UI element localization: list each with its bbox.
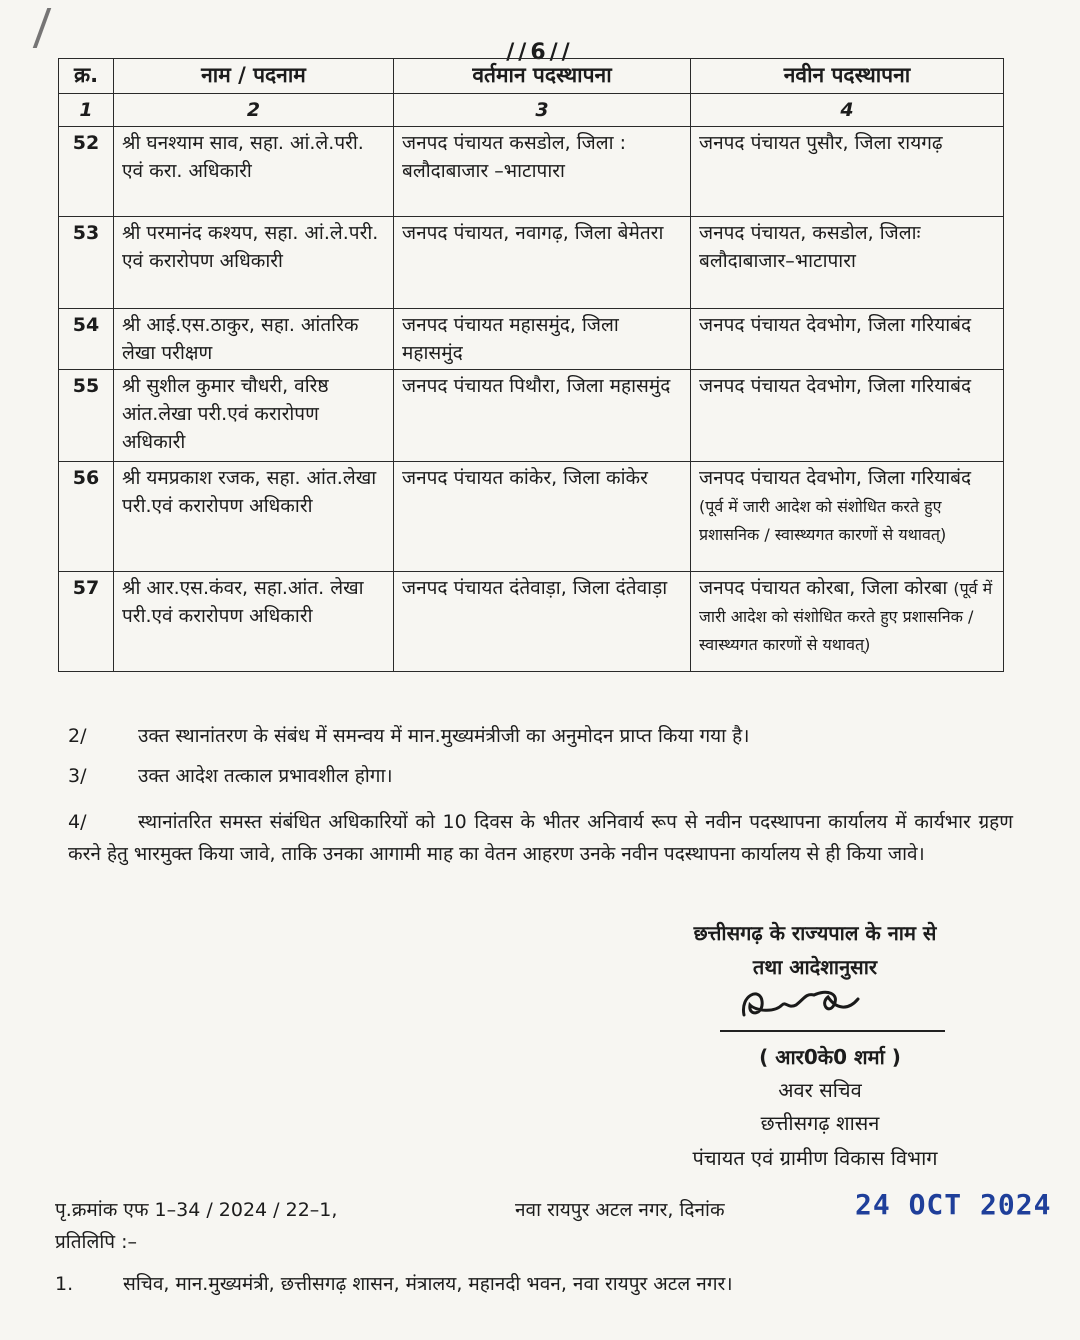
header-serial: क्र. [59, 59, 114, 94]
transfer-table [58, 58, 1004, 672]
table-row [59, 217, 1004, 309]
table-row [59, 572, 1004, 672]
paragraph-number: 4/ [68, 811, 87, 833]
column-number: 3 [394, 94, 691, 127]
row-new-posting [691, 217, 1004, 309]
table-row [59, 309, 1004, 370]
row-current-posting: जनपद पंचायत कसडोल, जिला : बलौदाबाजार –भाटापारा [394, 127, 691, 217]
row-current-posting: जनपद पंचायत दंतेवाड़ा, जिला दंतेवाड़ा [394, 572, 691, 672]
row-name: श्री सुशील कुमार चौधरी, वरिष्ठ आंत.लेखा परी.एवं करारोपण अधिकारी [114, 370, 394, 462]
copy-to-label: प्रतिलिपि :– [55, 1231, 138, 1253]
table-row [59, 462, 1004, 572]
table-row [59, 370, 1004, 462]
row-current-posting: जनपद पंचायत पिथौरा, जिला महासमुंद [394, 370, 691, 462]
row-serial: 54 [59, 309, 114, 370]
column-number: 2 [114, 94, 394, 127]
header-current-posting: वर्तमान पदस्थापना [394, 59, 691, 94]
paragraph-number: 3/ [68, 765, 87, 787]
row-new-posting [691, 370, 1004, 462]
date-stamp: 24 OCT 2024 [855, 1188, 1052, 1221]
row-new-posting [691, 127, 1004, 217]
new-posting-text: जनपद पंचायत पुसौर, जिला रायगढ़ [699, 132, 943, 154]
row-new-posting [691, 309, 1004, 370]
row-name: श्री आर.एस.कंवर, सहा.आंत. लेखा परी.एवं करारोपण अधिकारी [114, 572, 394, 672]
reference-number: पृ.क्रमांक एफ 1–34 / 2024 / 22–1, [55, 1199, 338, 1221]
copy-item-text: सचिव, मान.मुख्यमंत्री, छत्तीसगढ़ शासन, मंत्रालय, महानदी भवन, नवा रायपुर अटल नगर। [123, 1273, 733, 1295]
row-current-posting: जनपद पंचायत कांकेर, जिला कांकेर [394, 462, 691, 572]
signatory-designation: अवर सचिव [778, 1078, 862, 1102]
signatory-department: पंचायत एवं ग्रामीण विकास विभाग [692, 1146, 938, 1170]
place-and-date-label: नवा रायपुर अटल नगर, दिनांक [515, 1199, 725, 1221]
row-name: श्री परमानंद कश्यप, सहा. आं.ले.परी. एवं करारोपण अधिकारी [114, 217, 394, 309]
signatory-name: ( आर0के0 शर्मा ) [759, 1045, 901, 1069]
paragraph-4 [68, 806, 1013, 870]
paragraph-number: 2/ [68, 725, 87, 747]
copy-to-item [55, 1268, 1020, 1300]
row-serial: 55 [59, 370, 114, 462]
column-number: 4 [691, 94, 1004, 127]
row-serial: 57 [59, 572, 114, 672]
row-name: श्री आई.एस.ठाकुर, सहा. आंतरिक लेखा परीक्षण [114, 309, 394, 370]
signature-authority-line-2: तथा आदेशानुसार [752, 955, 878, 979]
column-number-row [59, 94, 1004, 127]
new-posting-note: (पूर्व में जारी आदेश को संशोधित करते हुए प्रशासनिक / स्वास्थ्यगत कारणों से यथावत्) [699, 579, 993, 654]
row-serial: 52 [59, 127, 114, 217]
row-serial: 56 [59, 462, 114, 572]
column-number: 1 [59, 94, 114, 127]
paragraph-text: उक्त आदेश तत्काल प्रभावशील होगा। [138, 765, 393, 787]
row-current-posting: जनपद पंचायत, नवागढ़, जिला बेमेतरा [394, 217, 691, 309]
page-number: //6// [506, 40, 574, 65]
paragraph-text: स्थानांतरित समस्त संबंधित अधिकारियों को 10 दिवस के भीतर अनिवार्य रूप से नवीन पदस्थापना कार्यालय में कार्यभार ग्रहण करने हेतु भारमुक्त किया जावे, ताकि उनका आगामी माह का वेतन आहरण उनके नवीन पदस्थापना कार्यालय से ही किया जावे। [68, 811, 1013, 865]
paragraph-text: उक्त स्थानांतरण के संबंध में समन्वय में मान.मुख्यमंत्रीजी का अनुमोदन प्राप्त किया गया है। [138, 725, 750, 747]
signature-authority-line-1: छत्तीसगढ़ के राज्यपाल के नाम से [693, 921, 937, 945]
paragraph-2 [68, 720, 1013, 752]
new-posting-text: जनपद पंचायत कोरबा, जिला कोरबा [699, 577, 948, 599]
signatory-government: छत्तीसगढ़ शासन [760, 1111, 880, 1135]
new-posting-note: (पूर्व में जारी आदेश को संशोधित करते हुए प्रशासनिक / स्वास्थ्यगत कारणों से यथावत्) [699, 497, 947, 544]
paragraph-3 [68, 760, 1013, 792]
row-new-posting [691, 572, 1004, 672]
copy-item-number: 1. [55, 1273, 74, 1295]
handwritten-signature [730, 975, 880, 1030]
row-name: श्री घनश्याम साव, सहा. आं.ले.परी. एवं करा. अधिकारी [114, 127, 394, 217]
header-name: नाम / पदनाम [114, 59, 394, 94]
table-header-row [59, 59, 1004, 94]
row-name: श्री यमप्रकाश रजक, सहा. आंत.लेखा परी.एवं करारोपण अधिकारी [114, 462, 394, 572]
table-row [59, 127, 1004, 217]
new-posting-text: जनपद पंचायत देवभोग, जिला गरियाबंद [699, 467, 972, 489]
row-current-posting: जनपद पंचायत महासमुंद, जिला महासमुंद [394, 309, 691, 370]
header-new-posting: नवीन पदस्थापना [691, 59, 1004, 94]
new-posting-text: जनपद पंचायत देवभोग, जिला गरियाबंद [699, 314, 972, 336]
row-new-posting [691, 462, 1004, 572]
row-serial: 53 [59, 217, 114, 309]
new-posting-text: जनपद पंचायत देवभोग, जिला गरियाबंद [699, 375, 972, 397]
signature-underline [720, 1030, 945, 1032]
new-posting-text: जनपद पंचायत, कसडोल, जिलाः बलौदाबाजार–भाटापारा [699, 222, 921, 272]
